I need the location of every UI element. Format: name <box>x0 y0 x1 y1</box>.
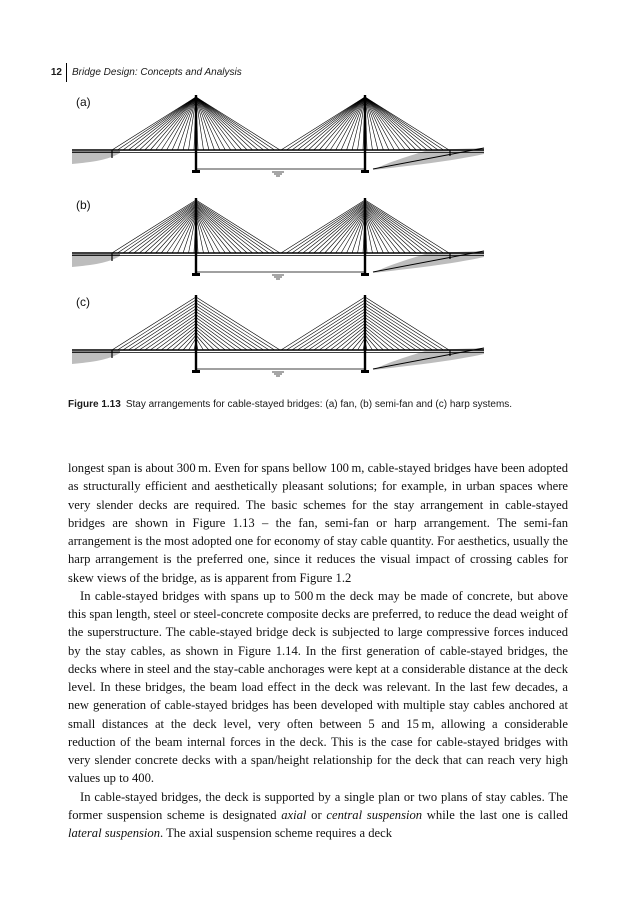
paragraph-3-or: or <box>306 807 327 822</box>
bridge-panel-semi-fan <box>72 198 484 279</box>
stay-cable <box>365 97 422 150</box>
stay-cable <box>365 300 444 350</box>
pylon-footing <box>361 273 369 276</box>
stay-cable <box>196 97 253 150</box>
stay-cable <box>167 97 196 150</box>
paragraph-2: In cable-stayed bridges with spans up to 500 m the deck may be made of concrete, but above this span length, steel or steel-concrete composite decks are preferred, to reduce the dead weight of the superstructure. The cable-stayed bridge deck is subjected to large compressive forces induced by the stay cables, as shown in Figure 1.14. In the first generation of cable-stayed bridges, the decks where in steel and the stay-cable anchorages were kept at a considerable distance at the deck level. In these bridges, the beam load effect in the deck was relevant. In the last few decades, a new generation of cable-stayed bridges has been developed with multiple stay cables anchored at small distances at the deck level, very often between 5 and 15 m, allowing a considerable reduction of the beam internal forces in the deck. This is the case for cable-stayed bridges with very slender concrete decks with a span/height relationship for the deck that can reach very high values up to 400. <box>68 588 568 786</box>
stay-cable <box>139 97 196 150</box>
stay-cable <box>145 97 196 150</box>
stay-cable <box>365 97 400 150</box>
panel-label: (b) <box>76 198 91 212</box>
stay-cable <box>330 97 365 150</box>
paragraph-3-mid: while the last one is called <box>422 807 568 822</box>
stay-cable <box>196 200 280 253</box>
bridge-diagrams <box>68 92 488 387</box>
bridge-panel-fan <box>72 95 484 176</box>
stay-cable <box>161 97 196 150</box>
stay-cable <box>196 97 231 150</box>
paragraph-1: longest span is about 300 m. Even for spans bellow 100 m, cable-stayed bridges have been adopted as structurally efficient and aesthetically pleasant solutions; for example, in urban spaces where very slender decks are required. The basic schemes for the stay arrangement in cable-stayed bridges are shown in Figure 1.13 – the fan, semi-fan or harp arrangement. The semi-fan arrangement is the most adopted one for economy of stay cable quantity. For aesthetics, usually the harp arrangement is the preferred one, since it reduces the visual impact of crossing cables for skew views of the bridge, as is apparent from Figure 1.2 <box>68 461 568 585</box>
paragraph-3-start: In cable-stayed bridges, the deck is supported by a single plan or two plans of stay cables. The former suspension scheme is designated <box>68 789 568 822</box>
stay-cable <box>365 97 433 150</box>
stay-cable <box>297 97 365 150</box>
stay-cable <box>303 204 365 253</box>
stay-cable <box>196 309 258 350</box>
stay-cable <box>196 205 253 253</box>
stay-cable <box>196 97 280 150</box>
stay-cable <box>365 211 394 253</box>
stay-cable <box>336 97 365 150</box>
stay-cable <box>365 332 383 350</box>
page-number: 12 <box>50 67 62 78</box>
caption-text: Stay arrangements for cable-stayed bridges: (a) fan, (b) semi-fan and (c) harp systems. <box>125 399 513 410</box>
water-level-symbol <box>272 172 284 176</box>
paragraph-3 <box>68 788 568 843</box>
stay-cable <box>117 201 196 253</box>
stay-cable <box>167 211 196 253</box>
stay-cable <box>196 300 275 350</box>
stay-cable <box>336 211 365 253</box>
stay-cable <box>281 97 365 150</box>
stay-cable <box>196 97 264 150</box>
panel-label: (c) <box>76 295 90 309</box>
bridge-panel-harp <box>72 295 484 376</box>
stay-cable <box>134 204 196 253</box>
stay-cable <box>196 201 275 253</box>
stay-cable <box>365 309 427 350</box>
running-title: Bridge Design: Concepts and Analysis <box>72 67 242 78</box>
figure-caption <box>68 399 512 410</box>
stay-cable <box>196 202 269 253</box>
stay-cable <box>365 97 394 150</box>
stay-cable <box>178 332 196 350</box>
pylon-footing <box>192 170 200 173</box>
stay-cable <box>134 309 196 350</box>
pylon-footing <box>361 370 369 373</box>
term-lateral-suspension: lateral suspension <box>68 826 161 840</box>
stay-cable <box>123 202 196 253</box>
stay-cable <box>347 332 365 350</box>
stay-cable <box>196 97 247 150</box>
stay-cable <box>139 205 196 253</box>
stay-cable <box>365 97 416 150</box>
body-text <box>68 459 568 842</box>
stay-cable <box>292 202 365 253</box>
left-bank <box>72 353 120 364</box>
stay-cable <box>112 200 196 253</box>
caption-label: Figure 1.13 <box>68 399 121 410</box>
stay-cable <box>308 205 365 253</box>
stay-cable <box>112 97 196 150</box>
stay-cable <box>196 332 214 350</box>
water-level-symbol <box>272 372 284 376</box>
term-axial: axial <box>281 807 307 822</box>
term-central-suspension: central suspension <box>326 807 423 822</box>
stay-cable <box>314 97 365 150</box>
stay-cable <box>196 204 258 253</box>
stay-cable <box>286 300 365 350</box>
stay-cable <box>365 205 422 253</box>
figure-1-13 <box>68 92 488 392</box>
pylon-footing <box>192 273 200 276</box>
left-bank <box>72 153 120 164</box>
panel-label: (a) <box>76 95 91 109</box>
stay-cable <box>117 300 196 350</box>
stay-cable <box>365 201 444 253</box>
stay-cable <box>365 97 449 150</box>
paragraph-3-end: . The axial suspension scheme requires a deck <box>160 826 392 840</box>
header-divider <box>66 63 67 82</box>
stay-cable <box>303 309 365 350</box>
stay-cable <box>308 97 365 150</box>
stay-cable <box>196 211 225 253</box>
stay-cable <box>281 200 365 253</box>
pylon-footing <box>361 170 369 173</box>
stay-cable <box>286 201 365 253</box>
water-level-symbol <box>272 275 284 279</box>
stay-cable <box>365 204 427 253</box>
stay-cable <box>365 202 438 253</box>
stay-cable <box>365 200 449 253</box>
stay-cable <box>128 97 196 150</box>
pylon-footing <box>192 370 200 373</box>
left-bank <box>72 256 120 267</box>
stay-cable <box>196 97 225 150</box>
